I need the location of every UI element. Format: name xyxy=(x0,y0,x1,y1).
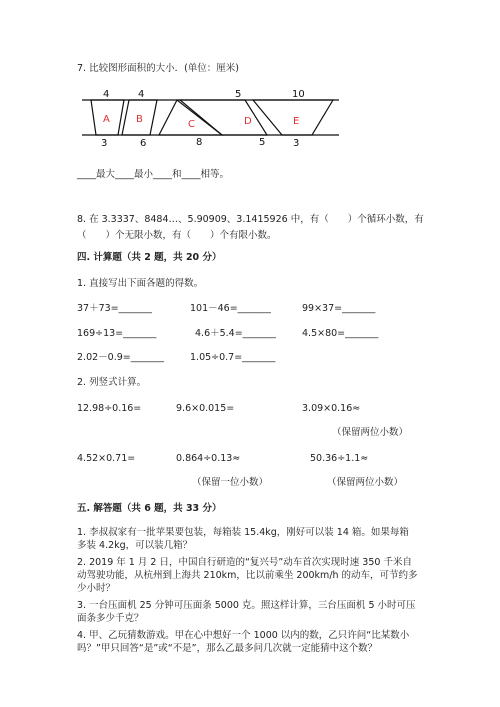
shape-b-top-length: 4 xyxy=(138,89,145,100)
problem1-line2: 多装 4.2kg，可以装几箱？ xyxy=(77,540,193,551)
note-one-decimal: （保留一位小数） xyxy=(192,477,269,488)
note-two-decimals-2: （保留两位小数） xyxy=(327,477,404,488)
shape-d-top-length: 5 xyxy=(235,89,242,100)
vertical-calc-6: 50.36÷1.1≈ xyxy=(310,453,369,464)
oral-calc-4: 169÷13=_______ xyxy=(77,328,157,339)
shape-b-label: B xyxy=(136,114,143,125)
shape-a-bottom-length: 3 xyxy=(101,138,108,146)
parallel-lines-figure xyxy=(82,86,342,146)
q7-answer-line: ____最大____最小____和____相等。 xyxy=(77,169,230,180)
note-two-decimals-1: （保留两位小数） xyxy=(332,427,409,438)
section5-title: 五. 解答题（共 6 题，共 33 分） xyxy=(77,503,222,514)
shape-e-bottom-length: 3 xyxy=(293,138,300,146)
problem2-line3: 少小时？ xyxy=(77,583,116,594)
vertical-calc-3: 3.09×0.16≈ xyxy=(302,403,361,414)
vertical-calc-2: 9.6×0.015= xyxy=(176,403,235,414)
shape-e-top-length: 10 xyxy=(292,89,305,100)
shape-a-label: A xyxy=(103,114,110,125)
oral-calc-2: 101－46=_______ xyxy=(190,303,271,314)
shape-c-label: C xyxy=(188,119,195,130)
shape-d-bottom-length: 5 xyxy=(259,137,266,146)
oral-calc-7: 2.02－0.9=_______ xyxy=(77,352,164,363)
oral-calc-3: 99×37=_______ xyxy=(302,303,376,314)
shape-d-label: D xyxy=(244,116,252,127)
shape-a-top-length: 4 xyxy=(103,89,110,100)
vertical-calc-4: 4.52×0.71= xyxy=(77,453,136,464)
q8-line1: 8. 在 3.3337、8484…、5.90909、3.1415926 中，有（ ）个循环小数，有 xyxy=(77,214,424,225)
problem2-line2: 动驾驶功能，从杭州到上海共 210km，比以前乘坐 200km/h 的动车，可节约多 xyxy=(77,570,418,581)
shape-c-bottom-length: 8 xyxy=(196,137,203,146)
q8-line2: （ ）个无限小数，有（ ）个有限小数。 xyxy=(77,230,277,241)
problem2-line1: 2. 2019 年 1 月 2 日，中国自行研造的“复兴号”动车首次实现时速 350 千米自 xyxy=(77,557,412,568)
oral-calc-5: 4.6＋5.4=_______ xyxy=(195,328,276,339)
section4-title: 四. 计算题（共 2 题，共 20 分） xyxy=(77,252,222,263)
oral-calc-1: 37＋73=_______ xyxy=(77,303,152,314)
problem3-line2: 面条多少千克？ xyxy=(77,613,144,624)
problem4-line2: 吗？”甲只回答“是”或“不是”，那么乙最多问几次就一定能猜中这个数？ xyxy=(77,643,378,654)
problem4-line1: 4. 甲、乙玩猜数游戏。甲在心中想好一个 1000 以内的数，乙只许问“比某数小 xyxy=(77,630,410,641)
section4-p1: 1. 直接写出下面各题的得数。 xyxy=(77,278,204,289)
oral-calc-8: 1.05÷0.7=_______ xyxy=(190,352,276,363)
vertical-calc-5: 0.864÷0.13≈ xyxy=(176,453,241,464)
vertical-calc-1: 12.98÷0.16= xyxy=(77,403,142,414)
shapes-figure xyxy=(82,86,342,150)
q7-title: 7. 比较图形面积的大小．(单位：厘米) xyxy=(77,63,239,74)
oral-calc-6: 4.5×80=_______ xyxy=(302,328,379,339)
shape-b-bottom-length: 6 xyxy=(140,138,147,146)
problem1-line1: 1. 李叔叔家有一批苹果要包装，每箱装 15.4kg，刚好可以装 14 箱。如果每箱 xyxy=(77,527,409,538)
shape-e-label: E xyxy=(293,116,300,127)
problem3-line1: 3. 一台压面机 25 分钟可压面条 5000 克。照这样计算，三台压面机 5 小时可压 xyxy=(77,600,416,611)
section4-p2: 2. 列竖式计算。 xyxy=(77,377,147,388)
